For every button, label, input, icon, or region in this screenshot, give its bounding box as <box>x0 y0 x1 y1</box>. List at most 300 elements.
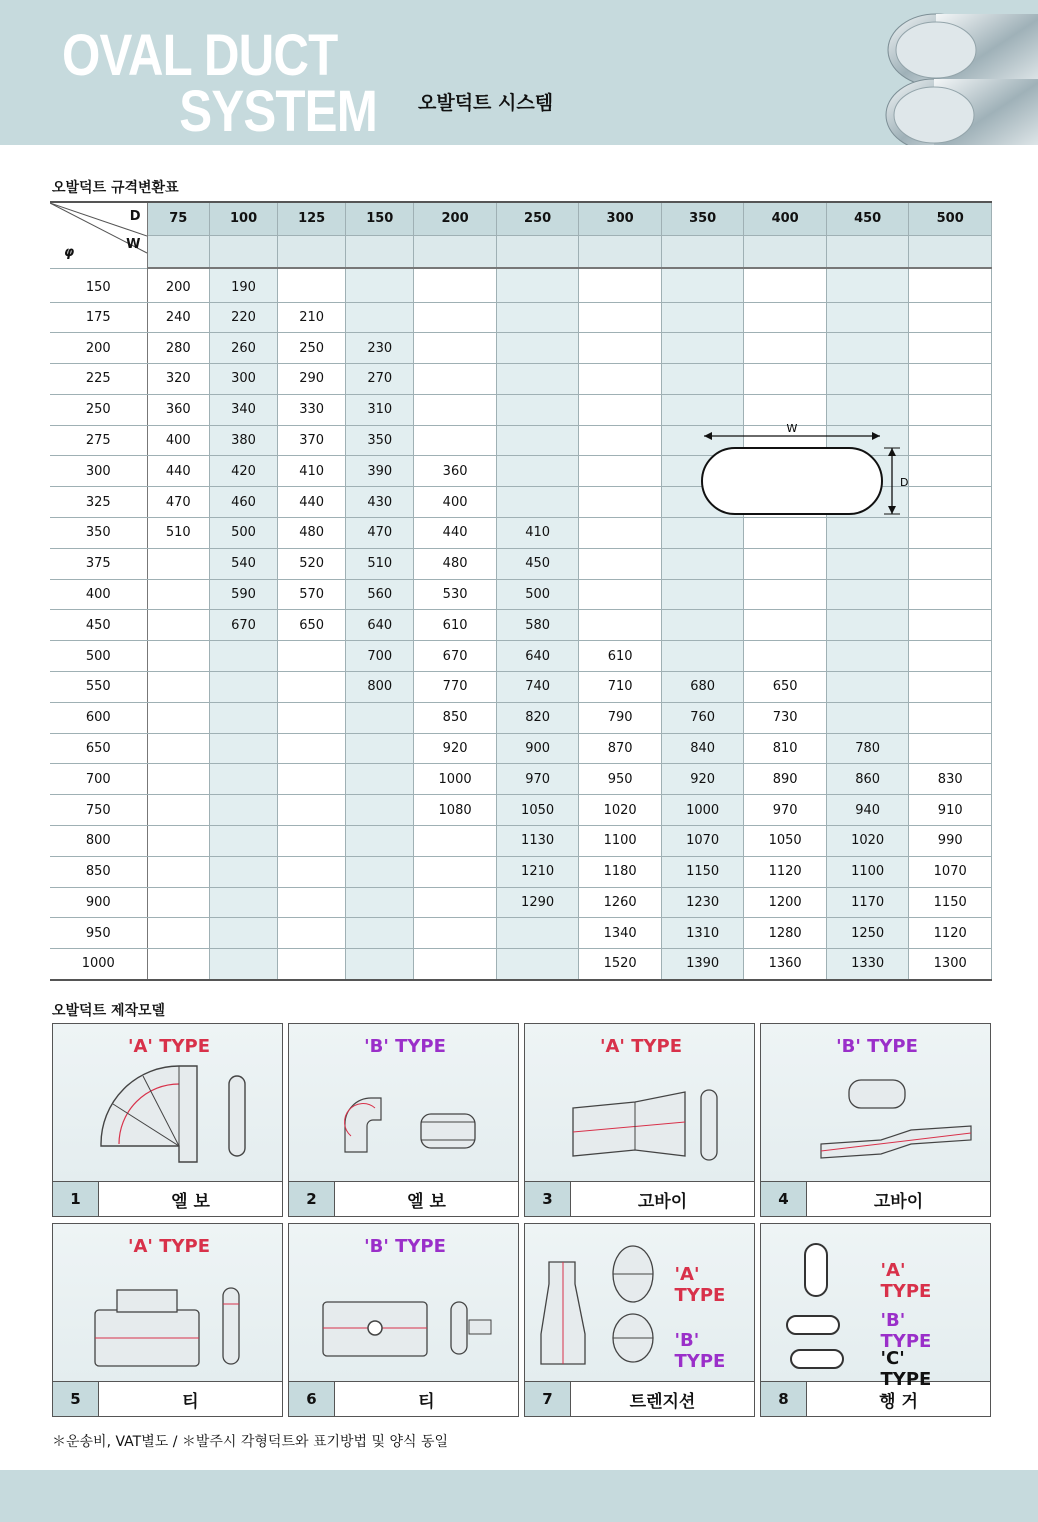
table-cell <box>414 302 497 333</box>
table-cell <box>278 702 346 733</box>
table-cell: 300 <box>210 364 278 395</box>
table-row <box>50 333 992 364</box>
type-label: 'B' TYPE <box>364 1036 446 1057</box>
table-cell <box>579 456 662 487</box>
table-cell <box>826 302 909 333</box>
model-illustration-area <box>289 1024 518 1182</box>
table-row <box>50 672 992 703</box>
model-caption <box>525 1182 754 1216</box>
table-cell: 710 <box>579 672 662 703</box>
column-header: 200 <box>414 202 497 235</box>
table-cell: 1260 <box>579 887 662 918</box>
table-cell: 410 <box>496 518 579 549</box>
model-illustration-area <box>761 1224 990 1390</box>
table-cell <box>579 333 662 364</box>
table-cell <box>496 268 579 302</box>
table-cell <box>661 610 744 641</box>
table-cell <box>496 425 579 456</box>
table-cell <box>909 641 992 672</box>
table-cell: 1180 <box>579 856 662 887</box>
column-subheader <box>579 235 662 268</box>
model-caption <box>289 1182 518 1216</box>
table-cell <box>278 949 346 980</box>
table-cell <box>579 394 662 425</box>
type-label: 'A' TYPE <box>127 1036 211 1057</box>
table-cell <box>496 333 579 364</box>
model-caption <box>761 1382 990 1416</box>
table-corner <box>50 202 147 268</box>
model-drawing <box>525 1024 756 1182</box>
model-drawing <box>525 1224 756 1382</box>
model-card <box>524 1223 755 1417</box>
table-cell: 1310 <box>661 918 744 949</box>
table-cell <box>414 949 497 980</box>
table-cell <box>909 733 992 764</box>
table-cell: 430 <box>346 487 414 518</box>
table-cell: 900 <box>496 733 579 764</box>
model-caption <box>53 1382 282 1416</box>
column-subheader <box>496 235 579 268</box>
table-cell <box>496 456 579 487</box>
table-title: 오발덕트 규격변환표 <box>52 180 179 196</box>
table-cell <box>661 268 744 302</box>
table-cell <box>414 918 497 949</box>
table-cell: 1130 <box>496 826 579 857</box>
table-cell <box>661 333 744 364</box>
table-cell <box>278 672 346 703</box>
column-subheader <box>826 235 909 268</box>
models-title: 오발덕트 제작모델 <box>52 1003 166 1019</box>
type-label: 'B' TYPE <box>880 1310 932 1352</box>
table-cell: 970 <box>744 795 827 826</box>
table-cell: 350 <box>346 425 414 456</box>
column-header: 450 <box>826 202 909 235</box>
table-cell <box>346 702 414 733</box>
table-cell: 240 <box>147 302 210 333</box>
table-cell <box>909 487 992 518</box>
phi-cell: 225 <box>50 364 147 395</box>
oval-section-diagram <box>694 418 919 528</box>
table-cell <box>278 887 346 918</box>
table-cell <box>147 641 210 672</box>
table-cell <box>278 733 346 764</box>
table-cell <box>147 826 210 857</box>
table-cell: 1050 <box>496 795 579 826</box>
model-caption <box>761 1182 990 1216</box>
phi-cell: 600 <box>50 702 147 733</box>
corner-d-label: D <box>129 209 141 224</box>
table-cell: 1120 <box>909 918 992 949</box>
table-cell: 820 <box>496 702 579 733</box>
model-name: 고바이 <box>637 1191 688 1212</box>
table-cell <box>147 579 210 610</box>
phi-cell: 500 <box>50 641 147 672</box>
model-drawing <box>289 1224 520 1382</box>
table-row <box>50 949 992 980</box>
table-cell: 640 <box>346 610 414 641</box>
corner-w-label: W <box>126 237 141 252</box>
table-cell: 770 <box>414 672 497 703</box>
table-cell: 650 <box>278 610 346 641</box>
table-cell: 1120 <box>744 856 827 887</box>
table-cell: 860 <box>826 764 909 795</box>
page-subtitle: 오발덕트 시스템 <box>418 92 554 114</box>
phi-cell: 150 <box>50 268 147 302</box>
table-cell: 280 <box>147 333 210 364</box>
table-cell: 1150 <box>661 856 744 887</box>
table-cell: 610 <box>414 610 497 641</box>
table-cell: 370 <box>278 425 346 456</box>
table-cell: 610 <box>579 641 662 672</box>
table-cell <box>147 733 210 764</box>
table-cell <box>147 764 210 795</box>
table-row <box>50 364 992 395</box>
table-cell: 270 <box>346 364 414 395</box>
table-cell <box>661 364 744 395</box>
phi-cell: 450 <box>50 610 147 641</box>
table-cell: 440 <box>278 487 346 518</box>
table-cell: 910 <box>909 795 992 826</box>
phi-cell: 375 <box>50 548 147 579</box>
table-cell <box>909 302 992 333</box>
table-cell <box>909 610 992 641</box>
table-cell: 1390 <box>661 949 744 980</box>
table-cell: 520 <box>278 548 346 579</box>
table-cell <box>210 702 278 733</box>
table-cell <box>496 302 579 333</box>
table-cell <box>278 918 346 949</box>
type-label: 'C' TYPE <box>880 1348 932 1390</box>
model-illustration-area <box>289 1224 518 1382</box>
table-cell: 920 <box>414 733 497 764</box>
model-illustration-area <box>53 1024 282 1182</box>
table-cell <box>346 302 414 333</box>
column-header: 150 <box>346 202 414 235</box>
table-cell <box>346 949 414 980</box>
table-cell: 780 <box>826 733 909 764</box>
table-cell <box>909 364 992 395</box>
model-caption <box>53 1182 282 1216</box>
table-row <box>50 641 992 672</box>
table-cell <box>278 641 346 672</box>
phi-cell: 325 <box>50 487 147 518</box>
table-row <box>50 302 992 333</box>
phi-cell: 1000 <box>50 949 147 980</box>
table-cell: 470 <box>346 518 414 549</box>
table-cell: 1280 <box>744 918 827 949</box>
column-header: 75 <box>147 202 210 235</box>
table-row <box>50 795 992 826</box>
column-header: 350 <box>661 202 744 235</box>
model-card <box>760 1023 991 1217</box>
phi-cell: 175 <box>50 302 147 333</box>
table-cell: 670 <box>210 610 278 641</box>
page-title <box>62 23 377 144</box>
table-cell <box>147 795 210 826</box>
table-cell: 1340 <box>579 918 662 949</box>
table-cell <box>909 672 992 703</box>
model-number: 7 <box>525 1382 571 1416</box>
table-cell: 1050 <box>744 826 827 857</box>
type-label: 'A' TYPE <box>674 1264 726 1306</box>
model-illustration-area <box>525 1024 754 1182</box>
column-subheader <box>661 235 744 268</box>
table-cell <box>210 764 278 795</box>
type-label: 'A' TYPE <box>880 1260 932 1302</box>
table-cell: 990 <box>909 826 992 857</box>
table-cell <box>744 268 827 302</box>
table-cell: 1000 <box>661 795 744 826</box>
table-cell <box>579 364 662 395</box>
table-cell <box>346 856 414 887</box>
phi-cell: 650 <box>50 733 147 764</box>
table-cell <box>909 579 992 610</box>
table-cell: 570 <box>278 579 346 610</box>
model-number: 4 <box>761 1182 807 1216</box>
table-cell <box>346 918 414 949</box>
table-cell <box>496 949 579 980</box>
table-row <box>50 610 992 641</box>
table-cell: 1000 <box>414 764 497 795</box>
table-row <box>50 579 992 610</box>
table-cell <box>414 333 497 364</box>
table-cell <box>909 548 992 579</box>
column-header: 400 <box>744 202 827 235</box>
table-cell: 700 <box>346 641 414 672</box>
model-name: 티 <box>418 1391 435 1412</box>
table-cell <box>826 641 909 672</box>
table-cell <box>579 518 662 549</box>
table-row <box>50 856 992 887</box>
phi-cell: 800 <box>50 826 147 857</box>
table-cell <box>147 949 210 980</box>
table-cell <box>414 364 497 395</box>
table-cell: 1290 <box>496 887 579 918</box>
column-header: 125 <box>278 202 346 235</box>
footer-band <box>0 1470 1038 1522</box>
table-cell <box>414 826 497 857</box>
table-cell <box>278 764 346 795</box>
phi-cell: 900 <box>50 887 147 918</box>
model-number: 3 <box>525 1182 571 1216</box>
corner-phi-label: φ <box>64 245 75 260</box>
table-cell: 830 <box>909 764 992 795</box>
table-cell <box>579 268 662 302</box>
table-cell <box>909 702 992 733</box>
table-cell <box>210 641 278 672</box>
table-cell <box>744 364 827 395</box>
model-name: 트렌지션 <box>629 1391 696 1412</box>
table-cell <box>210 826 278 857</box>
model-drawing <box>53 1224 284 1382</box>
table-cell <box>278 826 346 857</box>
table-cell: 360 <box>147 394 210 425</box>
column-header: 100 <box>210 202 278 235</box>
table-cell <box>414 887 497 918</box>
column-subheader <box>909 235 992 268</box>
table-cell: 230 <box>346 333 414 364</box>
table-cell: 640 <box>496 641 579 672</box>
table-cell <box>826 672 909 703</box>
table-cell: 190 <box>210 268 278 302</box>
spec-conversion-table <box>50 201 992 981</box>
model-name: 행 거 <box>879 1391 918 1412</box>
table-cell: 290 <box>278 364 346 395</box>
diagram-w-label: W <box>786 422 798 435</box>
table-cell <box>661 548 744 579</box>
column-header: 250 <box>496 202 579 235</box>
table-cell: 410 <box>278 456 346 487</box>
table-row <box>50 268 992 302</box>
table-cell <box>579 425 662 456</box>
model-illustration-area <box>761 1024 990 1182</box>
model-card <box>288 1023 519 1217</box>
table-cell <box>744 610 827 641</box>
model-name: 티 <box>182 1391 199 1412</box>
phi-cell: 550 <box>50 672 147 703</box>
table-cell: 1170 <box>826 887 909 918</box>
table-cell: 440 <box>414 518 497 549</box>
table-row <box>50 918 992 949</box>
table-cell <box>909 394 992 425</box>
model-number: 6 <box>289 1382 335 1416</box>
model-drawing <box>761 1024 992 1182</box>
table-cell <box>496 487 579 518</box>
table-cell: 590 <box>210 579 278 610</box>
table-cell <box>346 887 414 918</box>
table-cell <box>210 856 278 887</box>
table-cell <box>414 856 497 887</box>
table-cell: 420 <box>210 456 278 487</box>
table-cell <box>278 795 346 826</box>
table-cell <box>579 610 662 641</box>
header-band <box>0 0 1038 145</box>
table-cell <box>744 548 827 579</box>
table-cell <box>826 610 909 641</box>
model-card <box>288 1223 519 1417</box>
table-cell <box>147 548 210 579</box>
model-number: 2 <box>289 1182 335 1216</box>
table-cell: 1150 <box>909 887 992 918</box>
phi-cell: 400 <box>50 579 147 610</box>
table-cell: 440 <box>147 456 210 487</box>
table-cell: 740 <box>496 672 579 703</box>
table-cell: 670 <box>414 641 497 672</box>
model-illustration-area <box>53 1224 282 1382</box>
table-cell: 800 <box>346 672 414 703</box>
table-cell <box>147 918 210 949</box>
model-card <box>760 1223 991 1417</box>
table-cell: 650 <box>744 672 827 703</box>
table-cell <box>909 333 992 364</box>
table-cell <box>826 548 909 579</box>
table-cell: 200 <box>147 268 210 302</box>
table-cell: 840 <box>661 733 744 764</box>
model-card <box>52 1023 283 1217</box>
table-cell <box>826 702 909 733</box>
phi-cell: 275 <box>50 425 147 456</box>
table-cell: 1020 <box>579 795 662 826</box>
table-cell: 560 <box>346 579 414 610</box>
column-header: 500 <box>909 202 992 235</box>
table-row <box>50 887 992 918</box>
phi-cell: 750 <box>50 795 147 826</box>
table-cell <box>826 268 909 302</box>
type-label: 'B' TYPE <box>364 1236 446 1257</box>
table-cell: 1230 <box>661 887 744 918</box>
column-subheader <box>744 235 827 268</box>
table-cell: 730 <box>744 702 827 733</box>
type-label: 'A' TYPE <box>127 1236 211 1257</box>
table-cell <box>147 672 210 703</box>
model-number: 1 <box>53 1182 99 1216</box>
table-cell: 460 <box>210 487 278 518</box>
phi-cell: 200 <box>50 333 147 364</box>
table-cell <box>210 733 278 764</box>
phi-cell: 700 <box>50 764 147 795</box>
table-cell <box>147 856 210 887</box>
table-cell <box>414 425 497 456</box>
column-subheader <box>278 235 346 268</box>
table-cell <box>579 579 662 610</box>
table-cell: 580 <box>496 610 579 641</box>
model-drawing <box>53 1024 284 1182</box>
table-cell: 790 <box>579 702 662 733</box>
table-cell: 1250 <box>826 918 909 949</box>
model-drawing <box>289 1024 520 1182</box>
type-label: 'B' TYPE <box>836 1036 918 1057</box>
table-cell: 340 <box>210 394 278 425</box>
table-cell: 1080 <box>414 795 497 826</box>
table-cell <box>661 641 744 672</box>
diagram-d-label: D <box>900 476 909 489</box>
table-cell <box>496 394 579 425</box>
phi-cell: 250 <box>50 394 147 425</box>
table-cell: 920 <box>661 764 744 795</box>
table-row <box>50 733 992 764</box>
column-header: 300 <box>579 202 662 235</box>
table-cell: 220 <box>210 302 278 333</box>
column-subheader <box>414 235 497 268</box>
model-illustration-area <box>525 1224 754 1382</box>
title-line1: OVAL DUCT <box>62 23 338 88</box>
table-cell: 390 <box>346 456 414 487</box>
model-name: 엘 보 <box>407 1191 446 1212</box>
table-cell <box>496 918 579 949</box>
table-cell <box>414 268 497 302</box>
table-cell: 320 <box>147 364 210 395</box>
table-cell: 500 <box>496 579 579 610</box>
table-cell <box>909 456 992 487</box>
table-cell: 870 <box>579 733 662 764</box>
table-cell: 1070 <box>909 856 992 887</box>
table-cell <box>826 364 909 395</box>
table-cell: 1360 <box>744 949 827 980</box>
table-cell: 1210 <box>496 856 579 887</box>
table-cell: 210 <box>278 302 346 333</box>
phi-cell: 850 <box>50 856 147 887</box>
table-cell <box>744 641 827 672</box>
table-cell: 530 <box>414 579 497 610</box>
model-number: 5 <box>53 1382 99 1416</box>
table-cell <box>346 268 414 302</box>
column-subheader <box>147 235 210 268</box>
table-cell <box>346 826 414 857</box>
table-cell: 250 <box>278 333 346 364</box>
table-cell <box>278 856 346 887</box>
table-cell <box>909 268 992 302</box>
table-cell <box>278 268 346 302</box>
